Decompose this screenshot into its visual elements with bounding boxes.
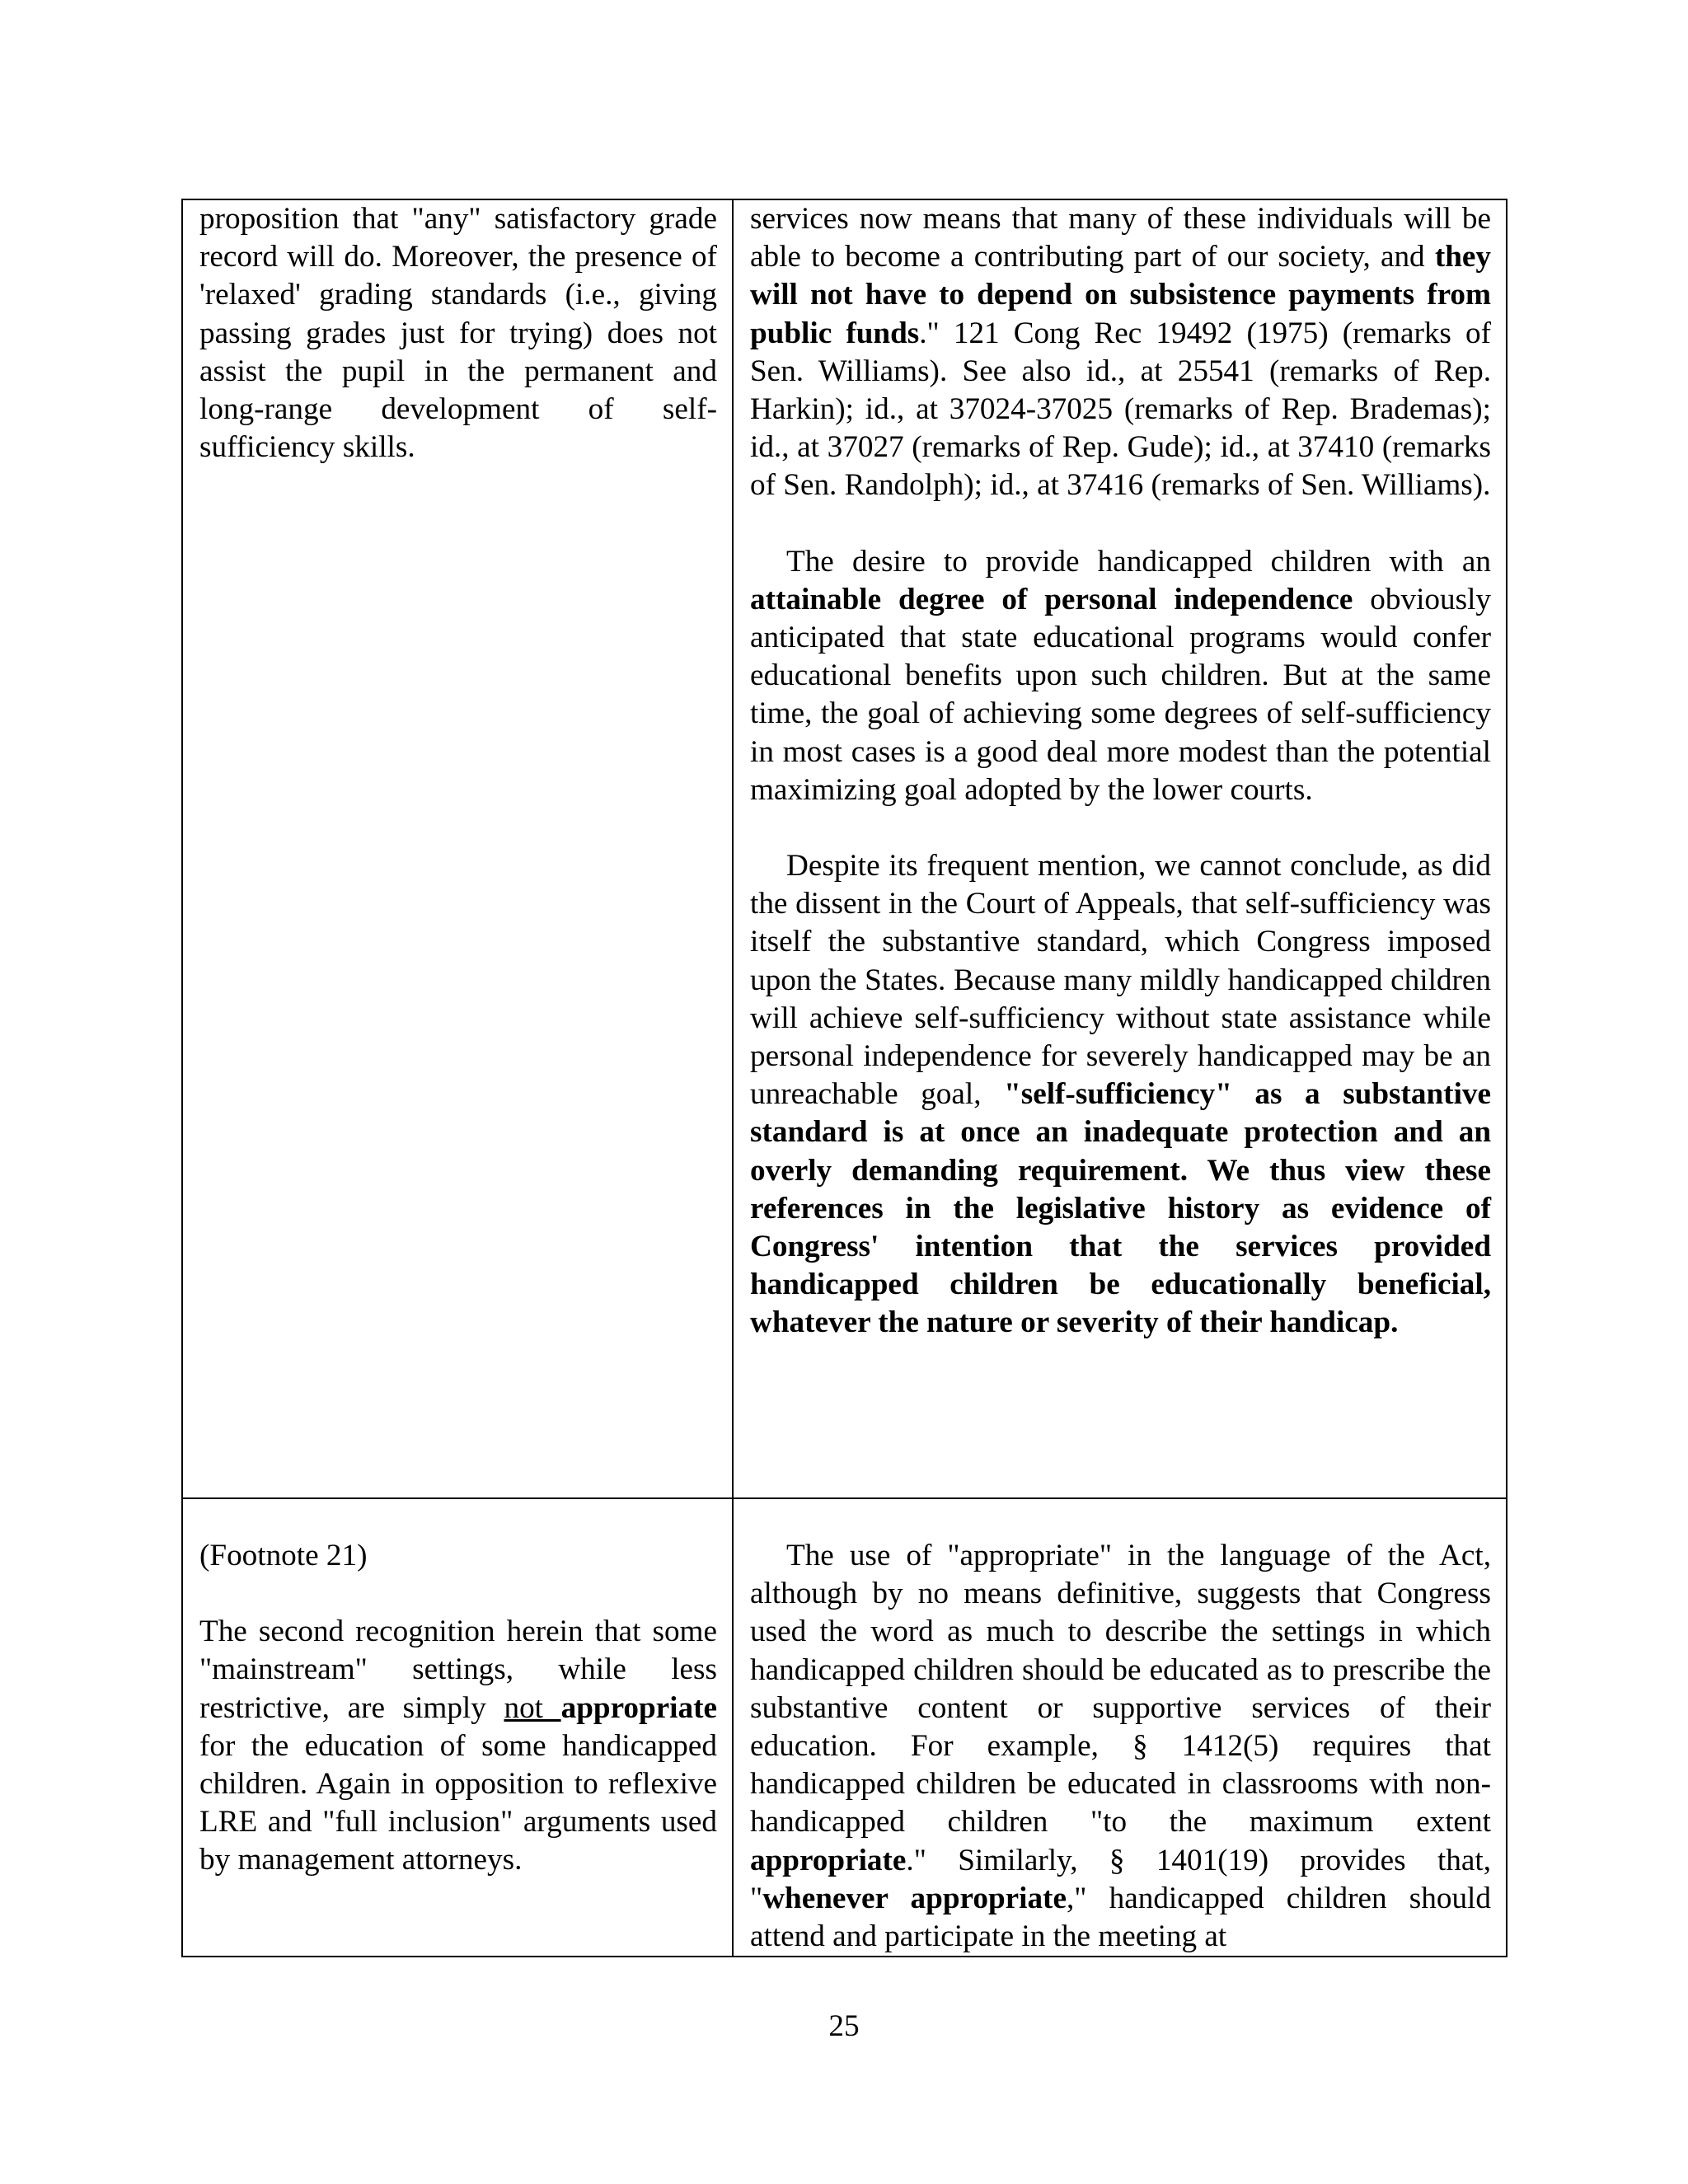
text-run: ." 121 Cong Rec 19492 (1975) (remarks of Sen. Williams). See also id., at 25541 (remarks of Rep. Harkin); id., at 37024-37025 (remarks of Rep. Brademas); id., at 37027 (remarks of Rep. Gude); id., at 37410 (remarks of Sen. Randolph); id., at 37416 (remarks of Sen. Williams). bbox=[750, 316, 1491, 503]
underlined-text-run: not bbox=[504, 1690, 561, 1725]
paragraph-spacer bbox=[199, 1499, 717, 1537]
text-run: obviously anticipated that state educational programs would confer educational benefits upon such children. But at the same time, the goal of achieving some degrees of self-sufficiency in most cases is a good deal more modest than the potential maximizing goal adopted by the lower courts. bbox=[750, 582, 1491, 807]
opinion-paragraph bbox=[750, 543, 1491, 809]
text-run: The second recognition herein that some "mainstream" settings, while less restrictive, are simply bbox=[199, 1615, 717, 1725]
bold-text-run: appropriate bbox=[750, 1843, 907, 1877]
footnote-heading: (Footnote 21) bbox=[199, 1539, 368, 1572]
opinion-paragraph bbox=[750, 1537, 1491, 1956]
opinion-paragraph bbox=[750, 200, 1491, 505]
commentary-text bbox=[199, 1613, 717, 1879]
text-run: Despite its frequent mention, we cannot conclude, as did the dissent in the Court of Appeals, that self-sufficiency was itself the substantive standard, which Congress imposed upon the States. Because many mildly handicapped children will achieve self-sufficiency without state assistance while personal independence for severely handicapped may be an unreachable goal, bbox=[750, 849, 1491, 1112]
bold-text-run: whenever appropriate bbox=[762, 1881, 1067, 1915]
bold-text-run: "self-sufficiency" as a substantive standard is at once an inadequate protection and an overly demanding requirement. We thus view these references in the legislative history as evidence of Congress' intention that the services provided handicapped children be educationally beneficial, whatever the nature or severity of their handicap. bbox=[750, 1077, 1491, 1340]
table-cell-commentary bbox=[182, 1498, 733, 1957]
table-row bbox=[182, 199, 1507, 1498]
page-number: 25 bbox=[828, 2009, 860, 2043]
text-run: services now means that many of these individuals will be able to become a contributing part of our society, and bbox=[750, 202, 1491, 274]
commentary-text: proposition that "any" satisfactory grade record will do. Moreover, the presence of 'relaxed' grading standards (i.e., giving passing grades just for trying) does not assist the pupil in the permanent and long-range development of self-sufficiency skills. bbox=[199, 202, 717, 465]
table-row bbox=[182, 1498, 1507, 1957]
bold-text-run: they will not have to depend on subsistence payments from public funds bbox=[750, 240, 1491, 350]
paragraph-spacer bbox=[750, 809, 1491, 847]
text-run: ," handicapped children should attend and participate in the meeting at bbox=[750, 1881, 1491, 1954]
text-run: for the education of some handicapped children. Again in opposition to reflexive LRE and "full inclusion" arguments used by management attorneys. bbox=[199, 1728, 717, 1877]
text-run: The desire to provide handicapped children with an bbox=[786, 544, 1491, 579]
text-run: ." Similarly, § 1401(19) provides that, " bbox=[750, 1843, 1491, 1915]
bold-text-run: attainable degree of personal independence bbox=[750, 582, 1353, 616]
paragraph-spacer bbox=[750, 1499, 1491, 1537]
table-cell-opinion-text bbox=[733, 199, 1507, 1498]
comparison-table bbox=[181, 199, 1507, 1957]
table-cell-commentary bbox=[182, 199, 733, 1498]
bold-text-run: appropriate bbox=[560, 1690, 717, 1725]
paragraph-spacer bbox=[750, 505, 1491, 543]
text-run: The use of "appropriate" in the language of the Act, although by no means definitive, suggests that Congress used the word as much to describe the settings in which handicapped children should be educated as to prescribe the substantive content or supportive services of their education. For example, § 1412(5) requires that handicapped children be educated in classrooms with non-handicapped children "to the maximum extent bbox=[750, 1539, 1491, 1840]
paragraph-spacer bbox=[199, 1575, 717, 1613]
table-cell-opinion-text bbox=[733, 1498, 1507, 1957]
opinion-paragraph bbox=[750, 847, 1491, 1343]
